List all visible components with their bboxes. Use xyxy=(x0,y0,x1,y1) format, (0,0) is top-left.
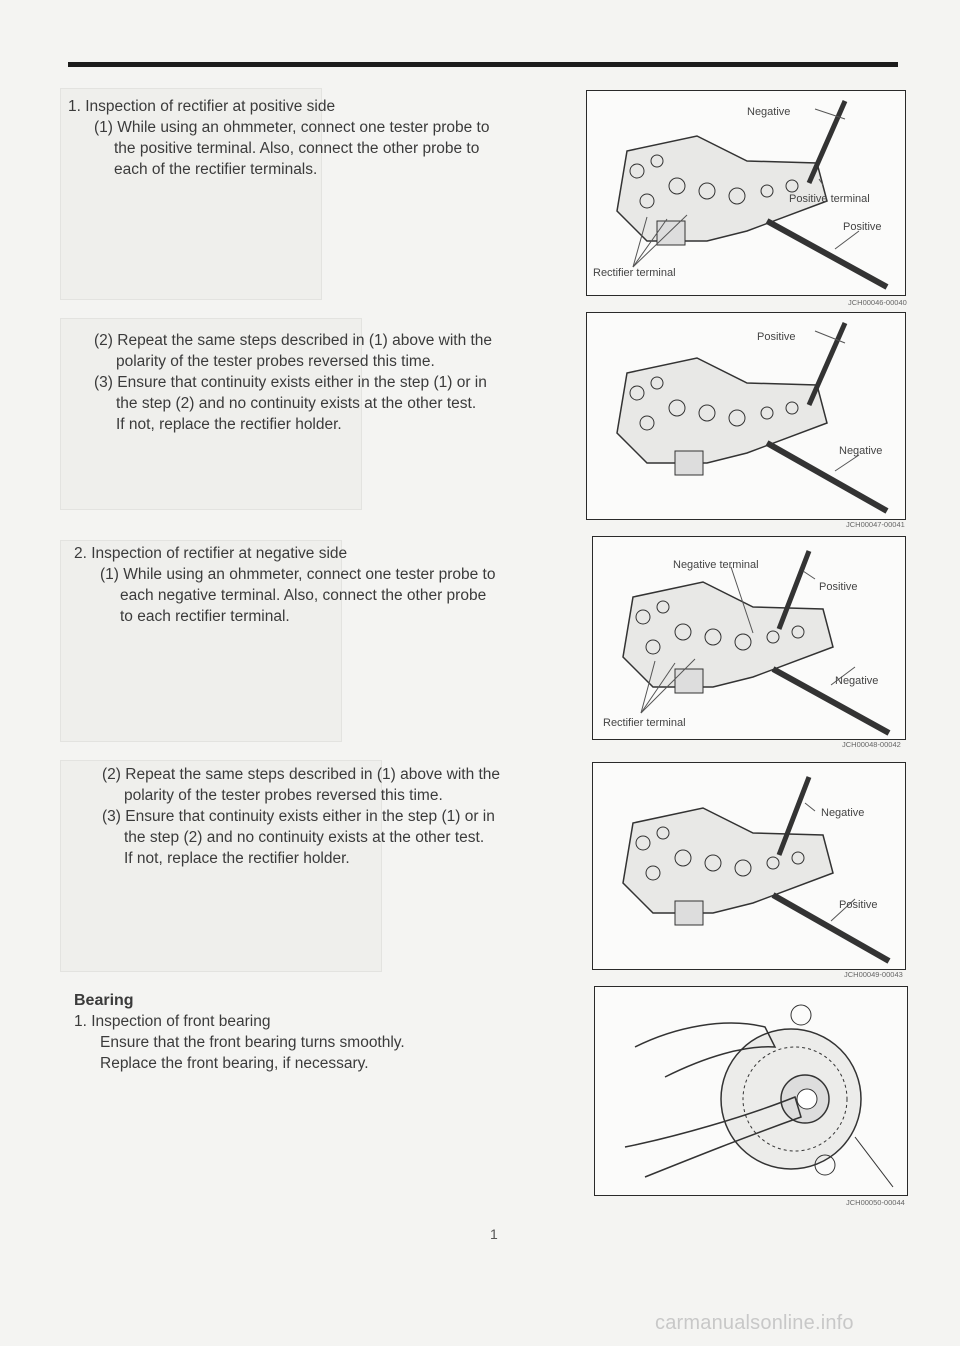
rectifier-illustration xyxy=(593,763,905,969)
figure2-code: JCH00047-00041 xyxy=(846,520,905,529)
section2-step3-line2: the step (2) and no continuity exists at the other test. xyxy=(124,829,485,846)
section2-step3-line3: If not, replace the rectifier holder. xyxy=(124,850,350,867)
section2-step2-line1: (2) Repeat the same steps described in (1) above with the xyxy=(102,766,501,783)
bearing-illustration xyxy=(595,987,907,1195)
bearing-line1: Ensure that the front bearing turns smoothly. xyxy=(100,1034,405,1051)
label-rectifier-terminal: Rectifier terminal xyxy=(593,267,676,279)
section1-step1-line1: (1) While using an ohmmeter, connect one tester probe to xyxy=(94,119,490,136)
section1-text-a xyxy=(68,96,489,180)
label-negative: Negative xyxy=(835,675,879,687)
bearing-title: 1. Inspection of front bearing xyxy=(74,1013,271,1030)
label-positive-terminal: Positive terminal xyxy=(789,193,870,205)
label-negative-terminal: Negative terminal xyxy=(673,559,759,571)
figure3-code: JCH00048-00042 xyxy=(842,740,901,749)
section1-step3-line2: the step (2) and no continuity exists at the other test. xyxy=(116,395,477,412)
figure4-code: JCH00049-00043 xyxy=(844,970,903,979)
label-negative: Negative xyxy=(839,445,883,457)
watermark: carmanualsonline.info xyxy=(655,1312,854,1334)
section1-text-b xyxy=(94,330,492,435)
section1-step3-line3: If not, replace the rectifier holder. xyxy=(116,416,342,433)
section2-step1-line3: to each rectifier terminal. xyxy=(120,608,290,625)
bearing-heading: Bearing xyxy=(74,992,134,1009)
section1-title: 1. Inspection of rectifier at positive side xyxy=(68,98,336,115)
section2-title: 2. Inspection of rectifier at negative side xyxy=(74,545,348,562)
section2-step2-line2: polarity of the tester probes reversed this time. xyxy=(124,787,443,804)
bearing-line2: Replace the front bearing, if necessary. xyxy=(100,1055,369,1072)
figure5-code: JCH00050-00044 xyxy=(846,1198,905,1207)
label-positive: Positive xyxy=(843,221,882,233)
page-number: 1 xyxy=(490,1226,498,1242)
rectifier-illustration xyxy=(587,313,905,519)
section1-step1-line2: the positive terminal. Also, connect the other probe to xyxy=(114,140,480,157)
section2-step3-line1: (3) Ensure that continuity exists either in the step (1) or in xyxy=(102,808,495,825)
label-rectifier-terminal: Rectifier terminal xyxy=(603,717,686,729)
label-positive: Positive xyxy=(819,581,858,593)
figure-rectifier-negative-side xyxy=(592,536,906,740)
label-negative: Negative xyxy=(747,106,791,118)
section2-text-b xyxy=(102,764,500,869)
bearing-text xyxy=(74,990,405,1074)
figure-front-bearing xyxy=(594,986,908,1196)
label-negative: Negative xyxy=(821,807,865,819)
section2-step1-line1: (1) While using an ohmmeter, connect one tester probe to xyxy=(100,566,496,583)
section1-step3-line1: (3) Ensure that continuity exists either in the step (1) or in xyxy=(94,374,487,391)
figure-rectifier-positive-side xyxy=(586,90,906,296)
label-positive: Positive xyxy=(757,331,796,343)
section1-step1-line3: each of the rectifier terminals. xyxy=(114,161,318,178)
figure-rectifier-reversed-positive xyxy=(586,312,906,520)
figure-rectifier-reversed-negative xyxy=(592,762,906,970)
section1-step2-line2: polarity of the tester probes reversed this time. xyxy=(116,353,435,370)
top-rule xyxy=(68,62,898,67)
section1-step2-line1: (2) Repeat the same steps described in (1) above with the xyxy=(94,332,493,349)
label-positive: Positive xyxy=(839,899,878,911)
figure1-code: JCH00046-00040 xyxy=(848,298,907,307)
section2-step1-line2: each negative terminal. Also, connect the other probe xyxy=(120,587,487,604)
section2-text-a xyxy=(74,543,495,627)
